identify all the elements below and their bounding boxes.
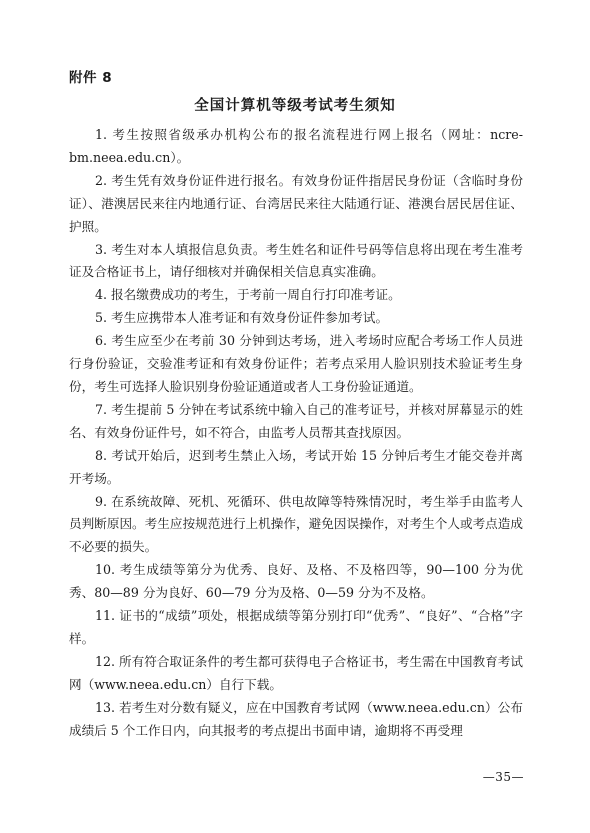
paragraph-2: 2. 考生凭有效身份证件进行报名。有效身份证件指居民身份证（含临时身份证）、港澳居民来往内地通行证、台湾居民来往大陆通行证、港澳台居民居住证、护照。	[69, 172, 523, 234]
paragraph-6: 6. 考生应至少在考前 30 分钟到达考场，进入考场时应配合考场工作人员进行身份验证，交验准考证和有效身份证件；若考点采用人脸识别技术验证考生身份，考生可选择人脸识别身份验证通道或者人工身份验证通道。	[69, 333, 523, 394]
paragraph-5: 5. 考生应携带本人准考证和有效身份证件参加考试。	[95, 310, 389, 326]
attachment-label: 附件 8	[69, 70, 113, 86]
paragraph-12: 12. 所有符合取证条件的考生都可获得电子合格证书，考生需在中国教育考试网（www.neea.edu.cn）自行下载。	[69, 653, 523, 692]
paragraph-1: 1. 考生按照省级承办机构公布的报名流程进行网上报名（网址：ncre-bm.neea.edu.cn）。	[69, 127, 523, 165]
notice-body	[69, 124, 523, 742]
page-title: 全国计算机等级考试考生须知	[194, 98, 396, 114]
paragraph-9: 9. 在系统故障、死机、死循环、供电故障等特殊情况时，考生举手由监考人员判断原因。考生应按规范进行上机操作，避免因误操作，对考生个人或考点造成不必要的损失。	[69, 493, 523, 555]
paragraph-13: 13. 若考生对分数有疑义，应在中国教育考试网（www.neea.edu.cn）公布成绩后 5 个工作日内，向其报考的考点提出书面申请，逾期将不再受理	[69, 699, 523, 738]
paragraph-4: 4. 报名缴费成功的考生，于考前一周自行打印准考证。	[95, 287, 401, 303]
paragraph-10: 10. 考生成绩等第分为优秀、良好、及格、不及格四等，90—100 分为优秀、80—89 分为良好、60—79 分为及格、0—59 分为不及格。	[69, 562, 523, 601]
paragraph-7: 7. 考生提前 5 分钟在考试系统中输入自己的准考证号，并核对屏幕显示的姓名、有效身份证件号，如不符合，由监考人员帮其查找原因。	[69, 401, 523, 440]
paragraph-3: 3. 考生对本人填报信息负责。考生姓名和证件号码等信息将出现在考生准考证及合格证书上，请仔细核对并确保相关信息真实准确。	[69, 241, 523, 280]
paragraph-11: 11. 证书的“成绩”项处，根据成绩等第分别打印“优秀”、“良好”、“合格”字样。	[69, 608, 523, 646]
page-number: —35—	[482, 770, 524, 784]
paragraph-8: 8. 考试开始后，迟到考生禁止入场，考试开始 15 分钟后考生才能交卷并离开考场。	[69, 447, 523, 486]
